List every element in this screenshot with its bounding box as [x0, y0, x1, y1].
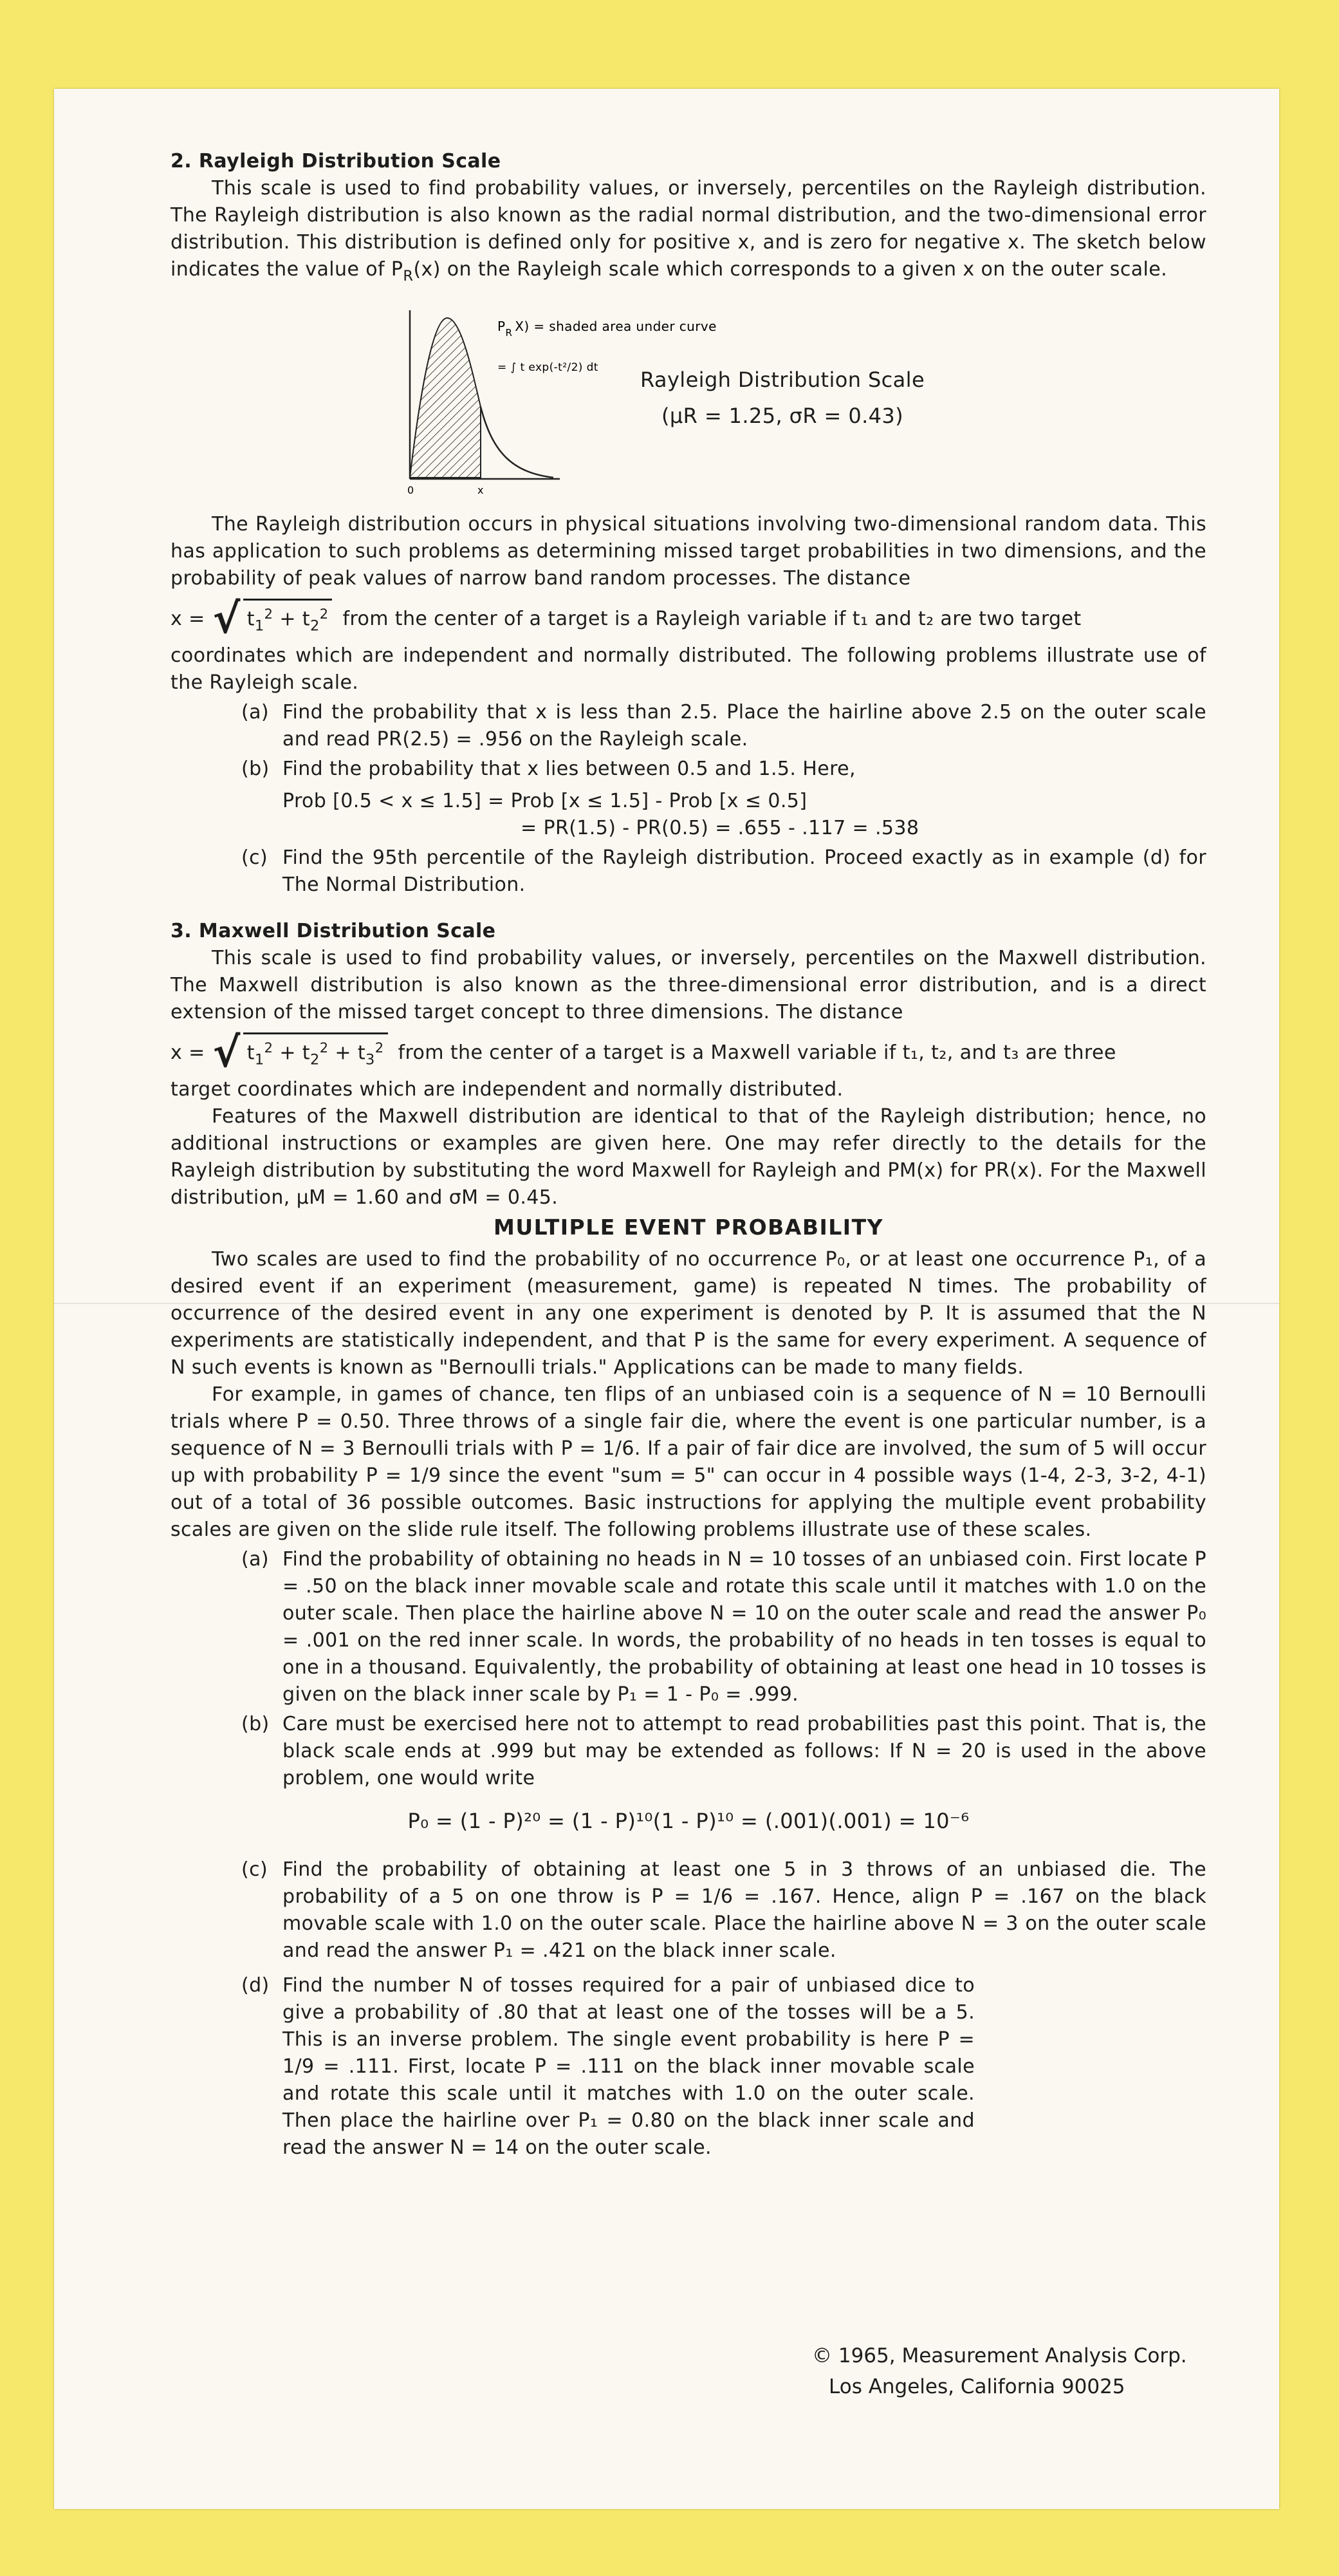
maxwell-para3: Features of the Maxwell distribution are identical to that of the Rayleigh distribution; hence, no additional instructions or examples are given here. One may refer directly to the details for the Rayleigh distribution by substituting the word Maxwell for Rayleigh and PM(x) for PR(x). For the Maxwell distribution, μM = 1.60 and σM = 0.45. — [171, 1105, 1206, 1209]
shaded-area — [410, 318, 481, 478]
sqrt-icon: √ — [212, 595, 241, 643]
multiple-problem-list — [241, 1546, 1206, 1792]
equation-b1: Prob [0.5 < x ≤ 1.5] = Prob [x ≤ 1.5] - Prob [x ≤ 0.5] — [282, 789, 808, 812]
equation-b2: = PR(1.5) - PR(0.5) = .655 - .117 = .538 — [521, 816, 919, 839]
multiple-para1: Two scales are used to find the probability of no occurrence P₀, or at least one occurrence P₁, of a desired event if an experiment (measurement, game) is repeated N times. The probability of occurrence of the desired event in any one experiment is denoted by P. It is assumed that the N experiments are statistically independent, and that P is the same for every experiment. A sequence of N such events is known as "Bernoulli trials." Applications can be made to many fields. — [171, 1247, 1206, 1379]
maxwell-heading: 3. Maxwell Distribution Scale — [171, 919, 496, 942]
list-item: (b) Find the probability that x lies between 0.5 and 1.5. Here, Prob [0.5 < x ≤ 1.5] = Prob [x ≤ 1.5] - Prob [x ≤ 0.5] = PR(1.5) - PR(0.5) = .655 - .117 = .538 — [241, 756, 1206, 842]
rayleigh-problem-list — [241, 699, 1206, 899]
multiple-para2: For example, in games of chance, ten flips of an unbiased coin is a sequence of N = 10 Bernoulli trials where P = 0.50. Three throws of a single fair die, where the event is one particular number, is a sequence of N = 3 Bernoulli trials with P = 1/6. If a pair of fair dice are involved, the sum of 5 will occur up with probability P = 1/9 since the event "sum = 5" can occur in 4 possible ways (1-4, 2-3, 3-2, 4-1) out of a total of 36 possible outcomes. Basic instructions for applying the multiple event probability scales are given on the slide rule itself. The following problems illustrate use of these scales. — [171, 1383, 1206, 1541]
figure-integral-label: = ∫ t exp(-t²/2) dt — [497, 360, 598, 374]
rayleigh-para3: coordinates which are independent and normally distributed. The following problems illustrate use of the Rayleigh scale. — [171, 644, 1206, 694]
multiple-problem-list-cont — [241, 1856, 1206, 2161]
rayleigh-distance-formula: x = √ $t_1^2 + t_2^2$ from the center of a target is a Rayleigh variable if t₁ and t₂ are two target — [171, 595, 1082, 643]
sqrt-icon: √ — [212, 1029, 241, 1077]
rayleigh-curve-sketch — [402, 304, 717, 497]
rayleigh-intro: This scale is used to find probability values, or inversely, percentiles on the Rayleigh distribution. The Rayleigh distribution is also known as the radial normal distribution, and the two-dimensional error distribution. This distribution is defined only for positive x, and is zero for negative x. The sketch below indicates the value of $P_R(x)$ on the Rayleigh scale which corresponds to a given x on the outer scale. — [171, 177, 1206, 285]
equation-p0: P₀ = (1 - P)²⁰ = (1 - P)¹⁰(1 - P)¹⁰ = (.001)(.001) = 10⁻⁶ — [407, 1808, 970, 1833]
caption-params: (μR = 1.25, σR = 0.43) — [661, 403, 904, 428]
rayleigh-heading: 2. Rayleigh Distribution Scale — [171, 150, 501, 173]
axis-zero-label: 0 — [407, 483, 414, 496]
maxwell-distance-formula: x = √ $t_1^2 + t_2^2 + t_3^2$ from the center of a target is a Maxwell variable if t₁, t₂, and t₃ are three — [171, 1029, 1116, 1077]
list-item: (c) Find the 95th percentile of the Rayleigh distribution. Proceed exactly as in example (d) for The Normal Distribution. — [241, 846, 1206, 896]
maxwell-para2: target coordinates which are independent and normally distributed. — [171, 1078, 844, 1101]
maxwell-intro: This scale is used to find probability values, or inversely, percentiles on the Maxwell distribution. The Maxwell distribution is also known as the three-dimensional error distribution, and is a direct extension of the missed target concept to three dimensions. The distance — [171, 946, 1206, 1023]
radicand: $t_1^2 + t_2^2$ — [243, 599, 333, 639]
multiple-event-title: MULTIPLE EVENT PROBABILITY — [494, 1214, 883, 1240]
axis-x-label: x — [477, 483, 484, 496]
copyright-footer: © 1965, Measurement Analysis Corp. Los Angeles, California 90025 — [812, 2344, 1187, 2398]
list-item: (c) Find the probability of obtaining at least one 5 in 3 throws of an unbiased die. The probability of a 5 on one throw is P = 1/6 = .167. Hence, align P = .167 on the black movable scale with 1.0 on the outer scale. Place the hairline above N = 3 on the outer scale and read the answer P₁ = .421 on the black inner scale. — [241, 1858, 1206, 1962]
density-curve — [481, 407, 553, 478]
caption-title: Rayleigh Distribution Scale — [640, 367, 925, 392]
rayleigh-figure — [402, 304, 1206, 497]
list-item: (a) Find the probability of obtaining no heads in N = 10 tosses of an unbiased coin. First locate P = .50 on the black inner movable scale and rotate this scale until it matches with 1.0 on the outer scale. Then place the hairline above N = 10 on the outer scale and read the answer P₀ = .001 on the red inner scale. In words, the probability of no heads in ten tosses is equal to one in a thousand. Equivalently, the probability of obtaining at least one head in 10 tosses is given on the black inner scale by P₁ = 1 - P₀ = .999. — [241, 1547, 1206, 1706]
document-content — [171, 148, 1206, 2164]
list-item: (a) Find the probability that x is less than 2.5. Place the hairline above 2.5 on the outer scale and read PR(2.5) = .956 on the Rayleigh scale. — [241, 700, 1206, 751]
figure-pr-label: $P_R$ X) = shaded area under curve — [497, 318, 717, 339]
list-item: (b) Care must be exercised here not to attempt to read probabilities past this point. That is, the black scale ends at .999 but may be extended as follows: If N = 20 is used in the above problem, one would write — [241, 1712, 1206, 1789]
radicand: $t_1^2 + t_2^2 + t_3^2$ — [243, 1032, 388, 1073]
rayleigh-para2: The Rayleigh distribution occurs in physical situations involving two-dimensional random data. This has application to such problems as determining missed target probabilities in two dimensions, and the probability of peak values of narrow band random processes. The distance — [171, 512, 1206, 590]
list-item: (d) Find the number N of tosses required for a pair of unbiased dice to give a probability of .80 that at least one of the tosses will be a 5. This is an inverse problem. The single event probability is here P = 1/9 = .111. First, locate P = .111 on the black inner movable scale and rotate this scale until it matches with 1.0 on the outer scale. Then place the hairline over P₁ = 0.80 on the black inner scale and read the answer N = 14 on the outer scale. — [241, 1974, 975, 2159]
rayleigh-figure-caption — [640, 362, 925, 434]
